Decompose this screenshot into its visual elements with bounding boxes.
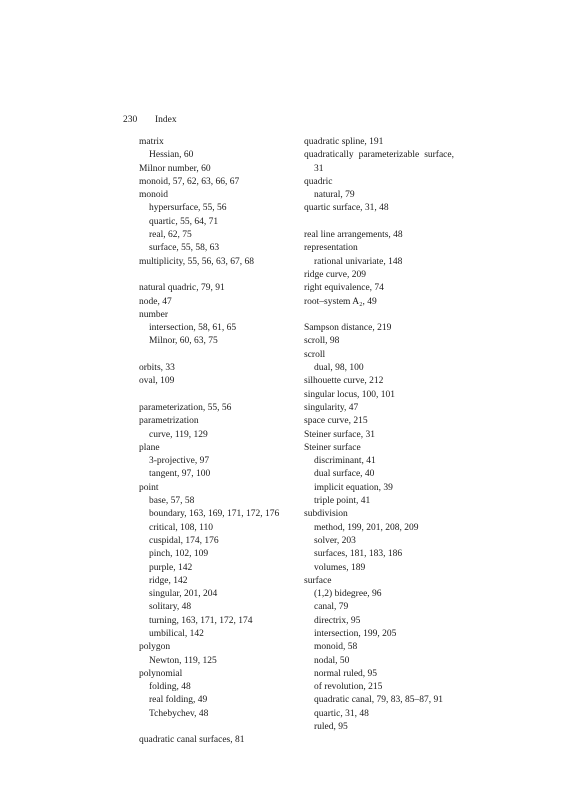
- page-number: 230: [123, 115, 138, 125]
- index-letter-gap: [304, 216, 454, 229]
- index-entry: space curve, 215: [304, 416, 368, 427]
- index-subentry: dual, 98, 100: [314, 363, 364, 374]
- index-subentry: Milnor, 60, 63, 75: [149, 336, 218, 347]
- index-subentry: volumes, 189: [314, 562, 366, 573]
- index-entry: matrix: [139, 137, 164, 147]
- index-entry: oval, 109: [139, 376, 175, 387]
- index-entry: Milnor number, 60: [139, 163, 211, 174]
- index-entry: representation: [304, 243, 358, 254]
- index-entry: polygon: [139, 642, 171, 653]
- index-entry: real line arrangements, 48: [304, 230, 403, 241]
- index-subentry: rational univariate, 148: [314, 256, 403, 267]
- index-subentry: surface, 55, 58, 63: [149, 243, 220, 254]
- index-subentry: ruled, 95: [314, 722, 348, 733]
- index-subentry: triple point, 41: [314, 496, 371, 507]
- index-entry: quadratic spline, 191: [304, 137, 384, 147]
- index-entry: Steiner surface: [304, 442, 361, 453]
- index-entry: singular locus, 100, 101: [304, 389, 396, 400]
- index-entry: right equivalence, 74: [304, 283, 384, 294]
- index-subentry: folding, 48: [149, 682, 191, 693]
- index-entry: scroll, 98: [304, 336, 340, 347]
- index-entry: surface: [304, 575, 332, 586]
- index-entry: point: [139, 482, 159, 493]
- index-subentry: intersection, 199, 205: [314, 628, 397, 639]
- index-subentry: implicit equation, 39: [314, 482, 393, 493]
- index-letter-gap: [139, 389, 309, 402]
- index-entry: monoid, 57, 62, 63, 66, 67: [139, 176, 240, 187]
- index-entry: orbits, 33: [139, 363, 175, 374]
- index-letter-gap: [304, 309, 454, 322]
- index-entry: parametrization: [139, 416, 199, 427]
- index-subentry: of revolution, 215: [314, 682, 383, 693]
- index-subentry: quadratic canal, 79, 83, 85–87, 91: [314, 695, 444, 706]
- index-subentry: pinch, 102, 109: [149, 549, 209, 560]
- index-subentry: discriminant, 41: [314, 456, 376, 467]
- index-entry: node, 47: [139, 296, 172, 307]
- index-entry: quartic surface, 31, 48: [304, 203, 389, 214]
- index-subentry: ridge, 142: [149, 575, 188, 586]
- index-subentry: monoid, 58: [314, 642, 358, 653]
- index-subentry: cuspidal, 174, 176: [149, 535, 219, 546]
- index-subentry: quartic, 55, 64, 71: [149, 216, 219, 227]
- index-subentry: solver, 203: [314, 535, 356, 546]
- index-entry: multiplicity, 55, 56, 63, 67, 68: [139, 256, 254, 267]
- index-entry: natural quadric, 79, 91: [139, 283, 225, 294]
- index-subentry: boundary, 163, 169, 171, 172, 176: [149, 509, 280, 520]
- index-entry: monoid: [139, 190, 169, 201]
- index-subentry: nodal, 50: [314, 655, 350, 666]
- index-subentry: purple, 142: [149, 562, 193, 573]
- index-subentry: tangent, 97, 100: [149, 469, 211, 480]
- index-subentry: dual surface, 40: [314, 469, 375, 480]
- index-subentry: method, 199, 201, 208, 209: [314, 522, 419, 533]
- index-entry: polynomial: [139, 668, 183, 679]
- index-subentry: directrix, 95: [314, 615, 361, 626]
- index-entry: quadratic canal surfaces, 81: [139, 735, 245, 746]
- index-subentry: normal ruled, 95: [314, 668, 378, 679]
- index-entry: number: [139, 309, 169, 320]
- index-entry: singularity, 47: [304, 402, 359, 413]
- index-entry: Sampson distance, 219: [304, 323, 392, 334]
- index-subentry: Tchebychev, 48: [149, 708, 209, 719]
- index-letter-gap: [139, 349, 309, 362]
- index-entry: scroll: [304, 349, 326, 360]
- index-subentry: real folding, 49: [149, 695, 208, 706]
- index-subentry: curve, 119, 129: [149, 429, 208, 440]
- index-entry: plane: [139, 442, 160, 453]
- index-subentry: quartic, 31, 48: [314, 708, 369, 719]
- index-subentry: singular, 201, 204: [149, 589, 218, 600]
- running-title: Index: [155, 115, 177, 125]
- index-subentry: canal, 79: [314, 602, 349, 613]
- index-entry: Steiner surface, 31: [304, 429, 375, 440]
- index-subentry: critical, 108, 110: [149, 522, 214, 533]
- index-subentry: umbilical, 142: [149, 628, 204, 639]
- index-subentry: (1,2) bidegree, 96: [314, 589, 382, 600]
- index-subentry: real, 62, 75: [149, 230, 192, 241]
- index-subentry: base, 57, 58: [149, 496, 195, 507]
- index-subentry: intersection, 58, 61, 65: [149, 323, 237, 334]
- index-entry: subdivision: [304, 509, 348, 520]
- index-entry: root–system A₂, 49: [304, 296, 377, 307]
- index-subentry: Hessian, 60: [149, 150, 194, 161]
- index-entry: quadric: [304, 176, 333, 187]
- index-entry: ridge curve, 209: [304, 269, 366, 280]
- index-subentry: Newton, 119, 125: [149, 655, 217, 666]
- index-subentry: turning, 163, 171, 172, 174: [149, 615, 253, 626]
- index-letter-gap: [139, 269, 309, 282]
- index-subentry: solitary, 48: [149, 602, 192, 613]
- index-entry: quadratically parameterizable surface, 31: [304, 150, 454, 174]
- index-letter-gap: [139, 721, 309, 734]
- index-subentry: hypersurface, 55, 56: [149, 203, 227, 214]
- index-column-left: [139, 136, 309, 748]
- index-entry: silhouette curve, 212: [304, 376, 384, 387]
- index-subentry: 3-projective, 97: [149, 456, 210, 467]
- running-header: [123, 114, 177, 126]
- index-entry: parameterization, 55, 56: [139, 402, 232, 413]
- index-column-right: [304, 136, 454, 734]
- index-subentry: natural, 79: [314, 190, 355, 201]
- index-subentry: surfaces, 181, 183, 186: [314, 549, 403, 560]
